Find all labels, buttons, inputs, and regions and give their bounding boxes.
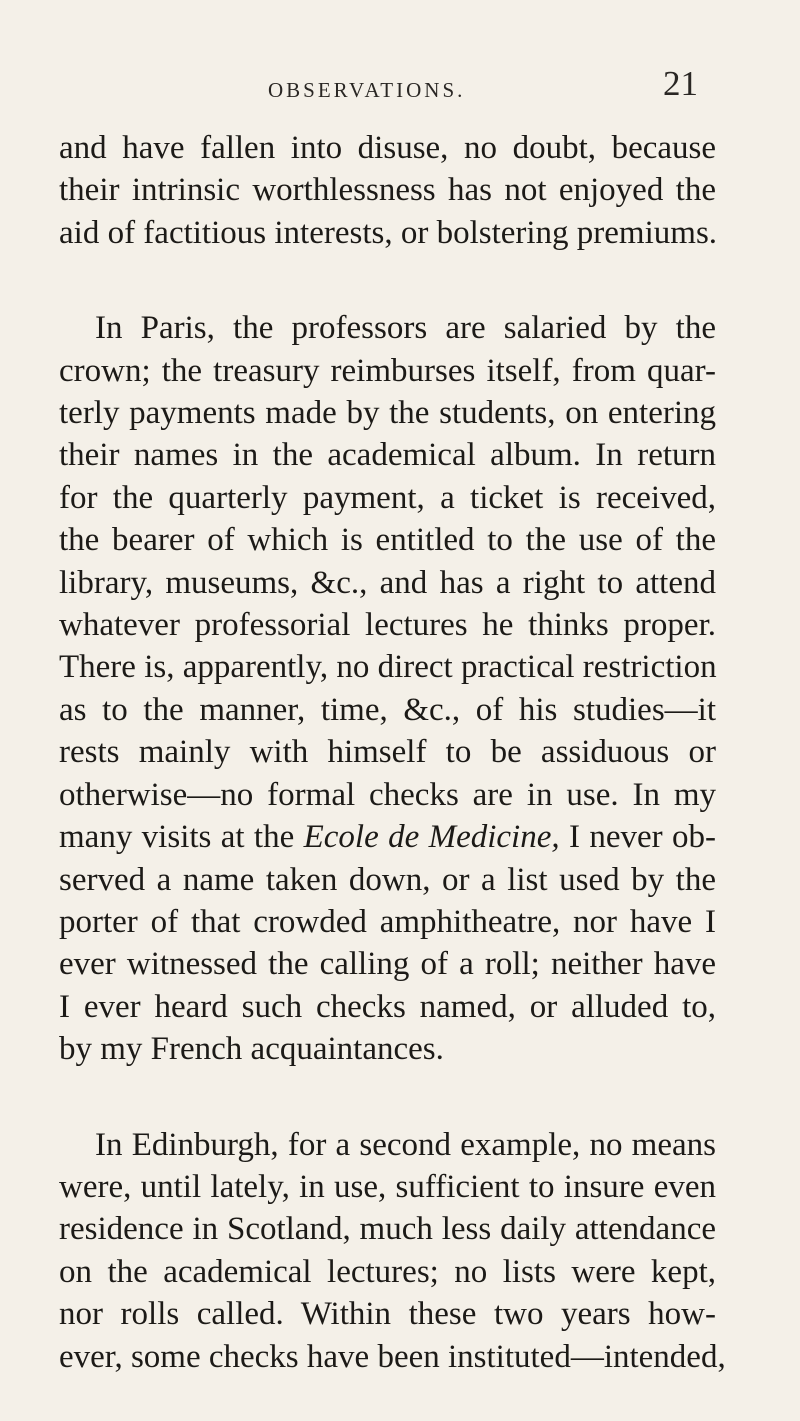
italic-title: Ecole de Medicine, xyxy=(303,819,560,856)
text-line: porter of that crowded amphitheatre, nor have I xyxy=(59,903,716,940)
text-line: on the academical lectures; no lists were kept, xyxy=(59,1253,716,1290)
text-line: the bearer of which is entitled to the use of the xyxy=(59,522,716,559)
text-line: crown; the treasury reimburses itself, from quar- xyxy=(59,352,716,389)
paragraph-continuation xyxy=(59,127,716,254)
text-line: I ever heard such checks named, or alluded to, xyxy=(59,988,716,1025)
page-number: 21 xyxy=(663,64,698,103)
paragraph-paris xyxy=(59,307,716,1070)
text-line: whatever professorial lectures he thinks proper. xyxy=(59,607,716,644)
text-line: served a name taken down, or a list used by the xyxy=(59,861,716,898)
body-text xyxy=(59,127,726,1378)
text-line: library, museums, &c., and has a right to attend xyxy=(59,564,716,601)
text-line: and have fallen into disuse, no doubt, because xyxy=(59,130,716,166)
text-line: ever, some checks have been instituted—intended, xyxy=(59,1338,726,1375)
text-line: by my French acquaintances. xyxy=(59,1031,444,1068)
running-head: OBSERVATIONS. xyxy=(268,78,466,102)
text-line: In Edinburgh, for a second example, no means xyxy=(95,1126,716,1163)
text-line: their intrinsic worthlessness has not enjoyed the xyxy=(59,172,716,209)
text-line: as to the manner, time, &c., of his studies—it xyxy=(59,691,716,728)
text-line: ever witnessed the calling of a roll; neither have xyxy=(59,946,716,983)
text-segment: many visits at the xyxy=(59,819,304,856)
text-line: residence in Scotland, much less daily attendance xyxy=(59,1211,716,1248)
text-line-with-italic xyxy=(59,816,716,858)
text-segment: I never ob- xyxy=(559,819,717,856)
paragraph-edinburgh xyxy=(59,1124,726,1378)
text-line: otherwise—no formal checks are in use. In my xyxy=(59,776,716,813)
text-line: aid of factitious interests, or bolstering premiums. xyxy=(59,214,718,251)
text-line: rests mainly with himself to be assiduous or xyxy=(59,734,716,771)
text-line: There is, apparently, no direct practical restriction xyxy=(59,649,717,686)
text-line: for the quarterly payment, a ticket is received, xyxy=(59,479,716,516)
text-line: In Paris, the professors are salaried by the xyxy=(95,310,716,347)
text-line: their names in the academical album. In return xyxy=(59,437,716,474)
text-line: terly payments made by the students, on entering xyxy=(59,395,716,432)
text-line: were, until lately, in use, sufficient to insure even xyxy=(59,1168,716,1205)
text-line: nor rolls called. Within these two years how- xyxy=(59,1296,716,1333)
